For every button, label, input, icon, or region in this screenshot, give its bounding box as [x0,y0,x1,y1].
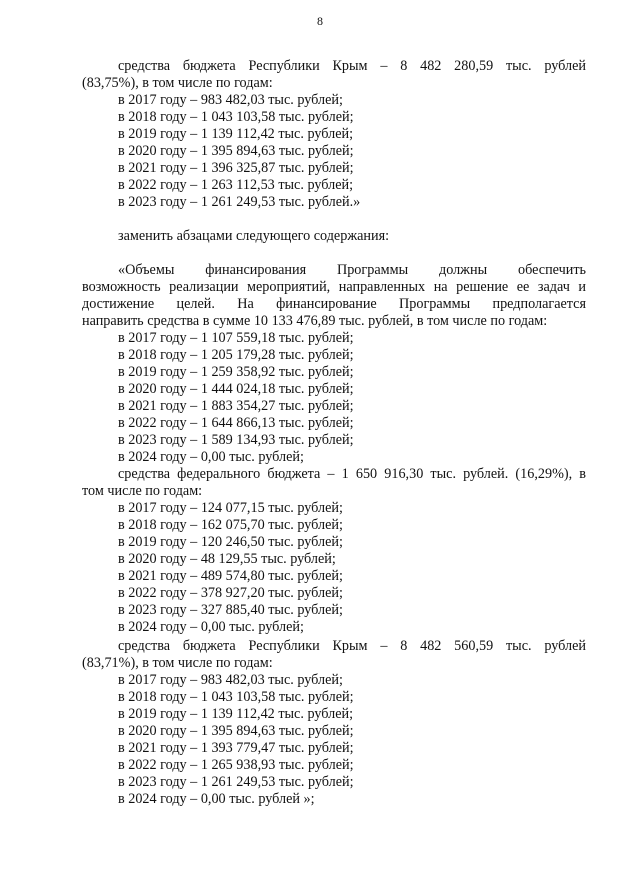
paragraph-line: средства федерального бюджета – 1 650 916,30 тыс. рублей. (16,29%), в [118,466,586,482]
year-line: в 2024 году – 0,00 тыс. рублей »; [118,791,315,807]
year-line: в 2019 году – 1 139 112,42 тыс. рублей; [118,126,354,142]
page-number: 8 [317,14,323,28]
year-line: в 2018 году – 1 205 179,28 тыс. рублей; [118,347,354,363]
year-line: в 2020 году – 48 129,55 тыс. рублей; [118,551,336,567]
year-line: в 2020 году – 1 444 024,18 тыс. рублей; [118,381,354,397]
year-line: в 2021 году – 489 574,80 тыс. рублей; [118,568,343,584]
paragraph-line: направить средства в сумме 10 133 476,89 тыс. рублей, в том числе по годам: [82,313,548,329]
year-line: в 2019 году – 1 259 358,92 тыс. рублей; [118,364,354,380]
year-line: в 2024 году – 0,00 тыс. рублей; [118,619,304,635]
year-line: в 2018 году – 162 075,70 тыс. рублей; [118,517,343,533]
year-line: в 2017 году – 983 482,03 тыс. рублей; [118,92,343,108]
year-line: в 2023 году – 1 261 249,53 тыс. рублей.» [118,194,361,210]
year-line: в 2020 году – 1 395 894,63 тыс. рублей; [118,143,354,159]
year-line: в 2017 году – 983 482,03 тыс. рублей; [118,672,343,688]
paragraph-line: возможность реализации мероприятий, направленных на решение ее задач и [82,279,586,295]
paragraph-line: (83,71%), в том числе по годам: [82,655,273,671]
year-line: в 2023 году – 1 261 249,53 тыс. рублей; [118,774,354,790]
year-line: в 2022 году – 1 263 112,53 тыс. рублей; [118,177,354,193]
year-line: в 2018 году – 1 043 103,58 тыс. рублей; [118,109,354,125]
year-line: в 2021 году – 1 393 779,47 тыс. рублей; [118,740,354,756]
paragraph-line: (83,75%), в том числе по годам: [82,75,273,91]
year-line: в 2023 году – 327 885,40 тыс. рублей; [118,602,343,618]
paragraph-line: достижение целей. На финансирование Программы предполагается [82,296,586,312]
year-line: в 2022 году – 1 265 938,93 тыс. рублей; [118,757,354,773]
year-line: в 2021 году – 1 396 325,87 тыс. рублей; [118,160,354,176]
year-line: в 2024 году – 0,00 тыс. рублей; [118,449,304,465]
year-line: в 2017 году – 1 107 559,18 тыс. рублей; [118,330,354,346]
year-line: в 2017 году – 124 077,15 тыс. рублей; [118,500,343,516]
paragraph-line: «Объемы финансирования Программы должны обеспечить [118,262,586,278]
year-line: в 2020 году – 1 395 894,63 тыс. рублей; [118,723,354,739]
instruction-line: заменить абзацами следующего содержания: [118,228,390,244]
year-line: в 2022 году – 1 644 866,13 тыс. рублей; [118,415,354,431]
paragraph-line: средства бюджета Республики Крым – 8 482 280,59 тыс. рублей [118,58,586,74]
year-line: в 2018 году – 1 043 103,58 тыс. рублей; [118,689,354,705]
year-line: в 2021 году – 1 883 354,27 тыс. рублей; [118,398,354,414]
paragraph-line: том числе по годам: [82,483,203,499]
year-line: в 2023 году – 1 589 134,93 тыс. рублей; [118,432,354,448]
paragraph-line: средства бюджета Республики Крым – 8 482 560,59 тыс. рублей [118,638,586,654]
year-line: в 2019 году – 1 139 112,42 тыс. рублей; [118,706,354,722]
year-line: в 2019 году – 120 246,50 тыс. рублей; [118,534,343,550]
year-line: в 2022 году – 378 927,20 тыс. рублей; [118,585,343,601]
